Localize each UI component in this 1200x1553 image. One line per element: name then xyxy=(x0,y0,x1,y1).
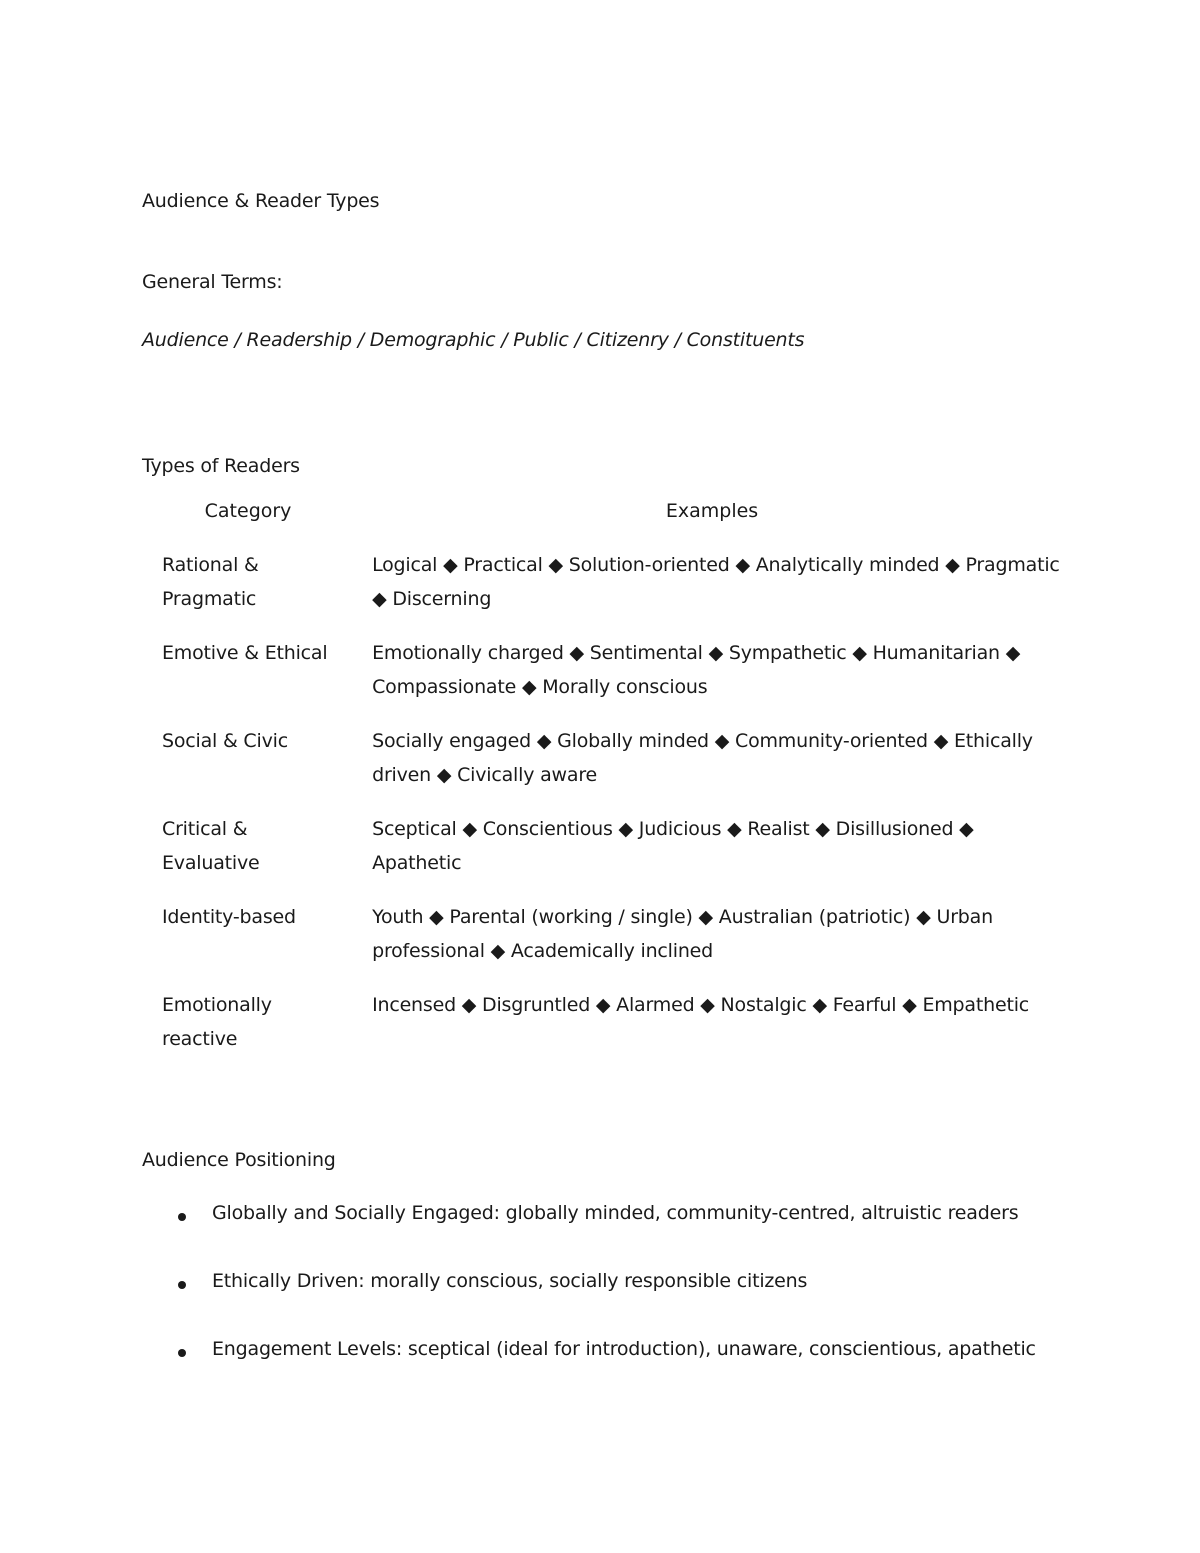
category-cell: Identity-based xyxy=(162,906,296,928)
table-row xyxy=(142,890,1062,978)
types-of-readers-heading: Types of Readers xyxy=(142,455,300,477)
examples-cell: Sceptical ◆ Conscientious ◆ Judicious ◆ Realist ◆ Disillusioned ◆ Apathetic xyxy=(372,818,974,874)
category-column-header: Category xyxy=(204,500,292,522)
examples-cell: Incensed ◆ Disgruntled ◆ Alarmed ◆ Nostalgic ◆ Fearful ◆ Empathetic xyxy=(372,994,1030,1016)
category-cell: Emotive & Ethical xyxy=(162,642,328,664)
list-item xyxy=(142,1338,1142,1406)
list-item xyxy=(142,1202,1142,1270)
examples-cell: Emotionally charged ◆ Sentimental ◆ Sympathetic ◆ Humanitarian ◆ Compassionate ◆ Morally conscious xyxy=(372,642,1021,698)
table-row xyxy=(142,802,1062,890)
examples-column-header: Examples xyxy=(665,500,759,522)
reader-types-table xyxy=(142,500,1062,1066)
bullet-icon xyxy=(178,1281,186,1289)
list-item-text: Ethically Driven: morally conscious, socially responsible citizens xyxy=(212,1270,808,1292)
bullet-icon xyxy=(178,1213,186,1221)
table-row xyxy=(142,714,1062,802)
category-cell: Social & Civic xyxy=(162,730,288,752)
table-header-row xyxy=(142,500,1062,538)
document-title: Audience & Reader Types xyxy=(142,190,380,212)
examples-cell: Logical ◆ Practical ◆ Solution-oriented ◆ Analytically minded ◆ Pragmatic ◆ Discerning xyxy=(372,554,1060,610)
general-terms-heading: General Terms: xyxy=(142,271,283,293)
table-row xyxy=(142,978,1062,1066)
list-item xyxy=(142,1270,1142,1338)
general-terms-list: Audience / Readership / Demographic / Public / Citizenry / Constituents xyxy=(142,329,805,351)
list-item-text: Globally and Socially Engaged: globally minded, community-centred, altruistic readers xyxy=(212,1202,1019,1224)
category-cell: Emotionally reactive xyxy=(162,994,272,1050)
table-row xyxy=(142,538,1062,626)
list-item-text: Engagement Levels: sceptical (ideal for introduction), unaware, conscientious, apathetic xyxy=(212,1338,1036,1360)
category-cell: Rational & Pragmatic xyxy=(162,554,259,610)
audience-positioning-list xyxy=(142,1202,1142,1406)
bullet-icon xyxy=(178,1349,186,1357)
category-cell: Critical & Evaluative xyxy=(162,818,260,874)
table-row xyxy=(142,626,1062,714)
audience-positioning-heading: Audience Positioning xyxy=(142,1149,336,1171)
examples-cell: Socially engaged ◆ Globally minded ◆ Community-oriented ◆ Ethically driven ◆ Civically aware xyxy=(372,730,1033,786)
examples-cell: Youth ◆ Parental (working / single) ◆ Australian (patriotic) ◆ Urban professional ◆ Academically inclined xyxy=(372,906,993,962)
